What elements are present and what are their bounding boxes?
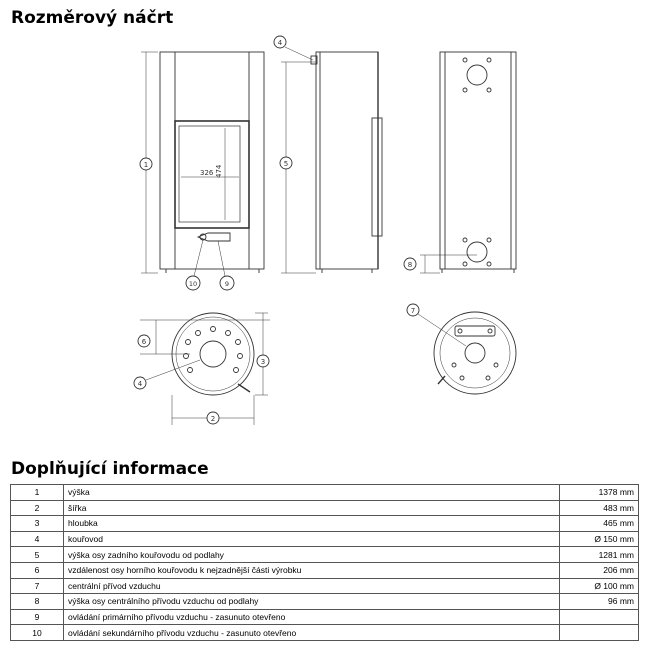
air-inlet-bottom [465,343,485,363]
sketch-heading: Rozměrový náčrt [11,8,174,28]
svg-text:2: 2 [210,415,216,423]
bottom-view [407,304,516,394]
table-row: 10 ovládání sekundárního přívodu vzduchu - zasunuto otevřeno [11,625,639,641]
flue-top [200,341,226,367]
svg-text:3: 3 [260,358,266,366]
top-view [134,313,270,425]
table-row: 6 vzdálenost osy horního kouřovodu k nejzadnější části výrobku 206 mm [11,562,639,578]
flue-outlet-back [467,65,487,85]
table-row: 7 centrální přívod vzduchu Ø 100 mm [11,578,639,594]
info-heading: Doplňující informace [11,459,209,479]
svg-text:6: 6 [141,338,147,346]
front-view [140,52,264,290]
table-row: 8 výška osy centrálního přívodu vzduchu od podlahy 96 mm [11,594,639,610]
svg-text:7: 7 [410,307,416,315]
back-view [404,52,516,273]
svg-text:4: 4 [137,380,143,388]
table-row: 3 hloubka 465 mm [11,516,639,532]
table-row: 1 výška 1378 mm [11,485,639,501]
svg-text:1: 1 [143,161,149,169]
side-view [274,36,382,273]
spec-table [10,484,639,641]
svg-text:9: 9 [224,280,230,288]
table-row: 2 šířka 483 mm [11,500,639,516]
svg-text:4: 4 [277,39,283,47]
svg-text:8: 8 [407,261,413,269]
glass-width-label: 326 [200,169,214,177]
table-row: 5 výška osy zadního kouřovodu od podlahy 1281 mm [11,547,639,563]
stove-body-side [316,52,378,269]
table-row: 4 kouřovod Ø 150 mm [11,531,639,547]
dimension-drawing [0,30,650,430]
glass-height-label: 474 [215,164,223,178]
table-row: 9 ovládání primárního přívodu vzduchu - zasunuto otevřeno [11,609,639,625]
svg-text:5: 5 [283,160,289,168]
stove-bottom-outline [434,312,516,394]
svg-text:10: 10 [188,280,198,288]
air-inlet-back [467,242,487,262]
